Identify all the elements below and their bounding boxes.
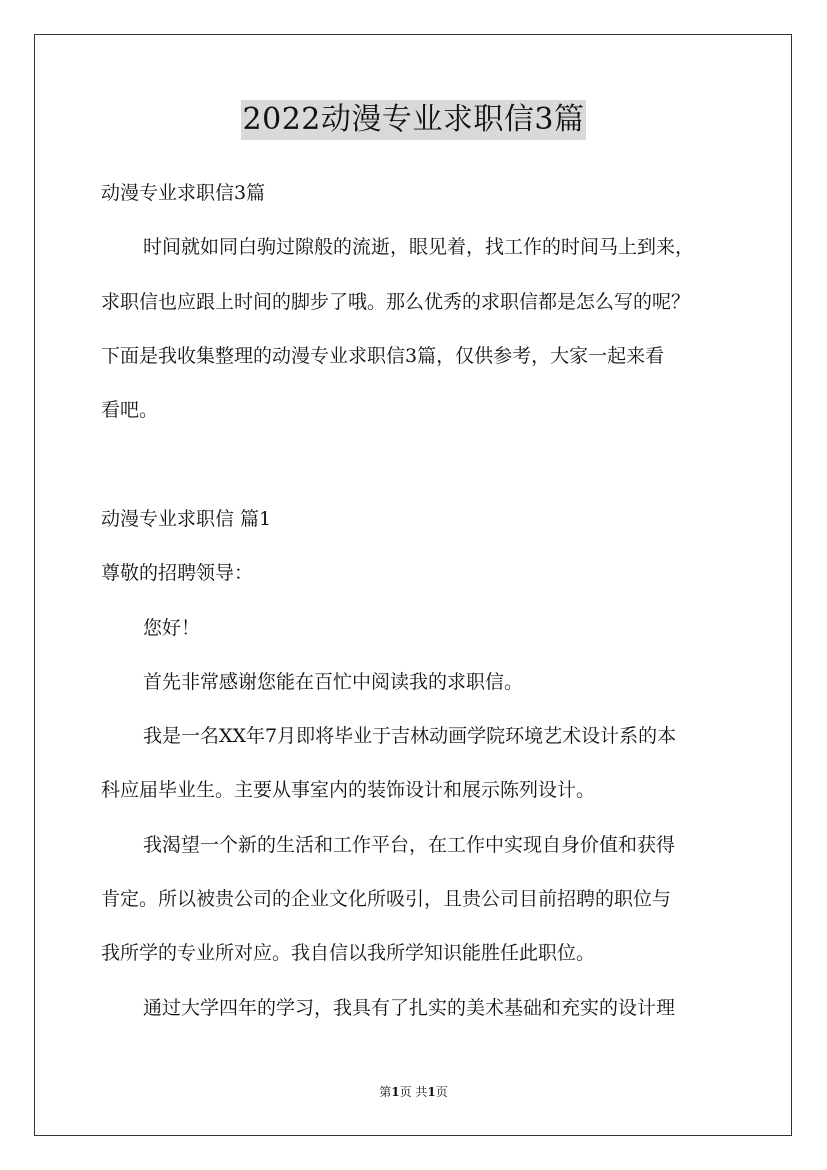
body-line-3: 科应届毕业生。主要从事室内的装饰设计和展示陈列设计。 (101, 779, 596, 801)
body-line-1: 首先非常感谢您能在百忙中阅读我的求职信。 (143, 671, 524, 693)
body-line-7: 通过大学四年的学习，我具有了扎实的美术基础和充实的设计理 (143, 997, 676, 1019)
document-title: 2022动漫专业求职信3篇 (241, 100, 587, 140)
footer-suffix: 页 (435, 1085, 448, 1099)
section-heading: 动漫专业求职信 篇1 (101, 508, 272, 530)
body-line-5: 肯定。所以被贵公司的企业文化所吸引，且贵公司目前招聘的职位与 (101, 888, 672, 910)
greeting: 您好！ (143, 617, 201, 639)
body-line-2: 我是一名XX年7月即将毕业于吉林动画学院环境艺术设计系的本 (143, 725, 677, 747)
body-line-6: 我所学的专业所对应。我自信以我所学知识能胜任此职位。 (101, 942, 596, 964)
footer-page-number: 1 (391, 1085, 400, 1099)
intro-line-1: 时间就如同白驹过隙般的流逝，眼见着，找工作的时间马上到来， (143, 236, 695, 258)
footer-prefix: 第 (379, 1085, 392, 1099)
intro-line-3: 下面是我收集整理的动漫专业求职信3篇，仅供参考，大家一起来看 (101, 345, 665, 367)
body-line-4: 我渴望一个新的生活和工作平台，在工作中实现自身价值和获得 (143, 834, 676, 856)
footer-middle: 页 共 (399, 1085, 428, 1099)
document-subtitle: 动漫专业求职信3篇 (101, 182, 266, 204)
page-footer (0, 1084, 827, 1100)
intro-line-2: 求职信也应跟上时间的脚步了哦。那么优秀的求职信都是怎么写的呢？ (101, 291, 691, 313)
title-container (0, 100, 827, 140)
footer-total-pages: 1 (427, 1085, 436, 1099)
salutation: 尊敬的招聘领导： (101, 562, 254, 584)
intro-line-4: 看吧。 (101, 399, 159, 421)
